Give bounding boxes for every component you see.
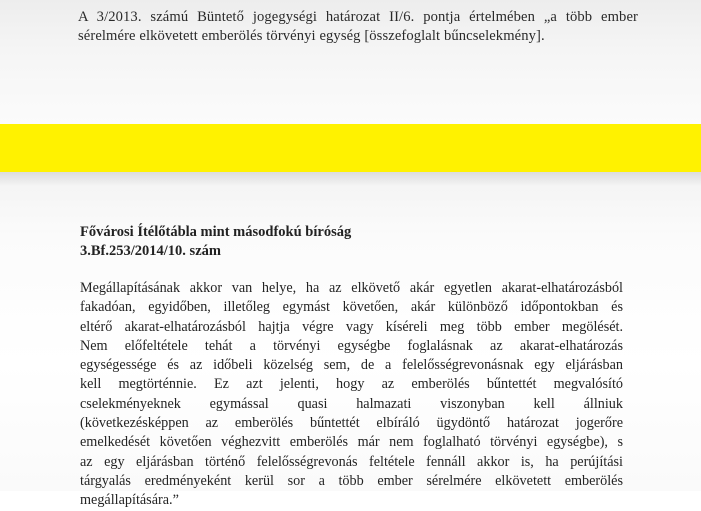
page-fold-shadow	[0, 172, 701, 186]
yellow-highlight-band	[0, 124, 701, 172]
paragraph-line: Megállapításának akkor van helye, ha az elkövető akár egyetlen akarat-elhatározásból	[80, 280, 623, 296]
paragraph-line: Nem előfeltétele tehát a törvényi egységbe foglalásnak az akarat-elhatározás	[80, 337, 623, 354]
paragraph-line: fakadóan, egyidőben, illetőleg egymást követően, akár különböző időpontokban és	[80, 299, 623, 316]
case-number: 3.Bf.253/2014/10. szám	[80, 243, 221, 259]
document-top-section	[0, 0, 701, 124]
paragraph-line: emelkedését követően véghezvitt emberölés már nem foglalható törvényi egységbe), s	[80, 434, 623, 451]
paragraph-line: megállapítására.”	[80, 492, 179, 509]
court-name: Fővárosi Ítélőtábla mint másodfokú bíróság	[80, 224, 352, 240]
paragraph-line: cselekményeknek egymással quasi halmazati viszonyban kell állniuk	[80, 395, 623, 412]
paragraph-line: kell megtörténnie. Ez azt jelenti, hogy az emberölés bűntettét megvalósító	[80, 376, 623, 393]
excerpt-line: sérelmére elkövetett emberölés törvényi egység [összefoglalt bűncselekmény].	[78, 28, 545, 44]
paragraph-line: eltérő akarat-elhatározásból hajtja végre vagy kíséreli meg több ember megölését.	[80, 318, 623, 335]
paragraph-line: az egy eljárásban történő felelősségrevonás feltétele fennáll akkor is, ha perújítási	[80, 453, 623, 470]
document-bottom-section	[0, 172, 701, 509]
excerpt-line: A 3/2013. számú Büntető jogegységi határozat II/6. pontja értelmében „a több ember	[78, 9, 638, 25]
resolution-excerpt	[78, 8, 638, 46]
paragraph-line: (következésképpen az emberölés bűntettét elbíráló ügydöntő határozat jogerőre	[80, 415, 623, 432]
paragraph-line: tárgyalás eredményeként kerül sor a több ember sérelmére elkövetett emberölés	[80, 472, 623, 489]
quoted-paragraph	[80, 279, 623, 511]
paragraph-line: egységessége és az időbeli közelség sem, de a felelősségrevonásnak egy eljárásban	[80, 357, 623, 374]
